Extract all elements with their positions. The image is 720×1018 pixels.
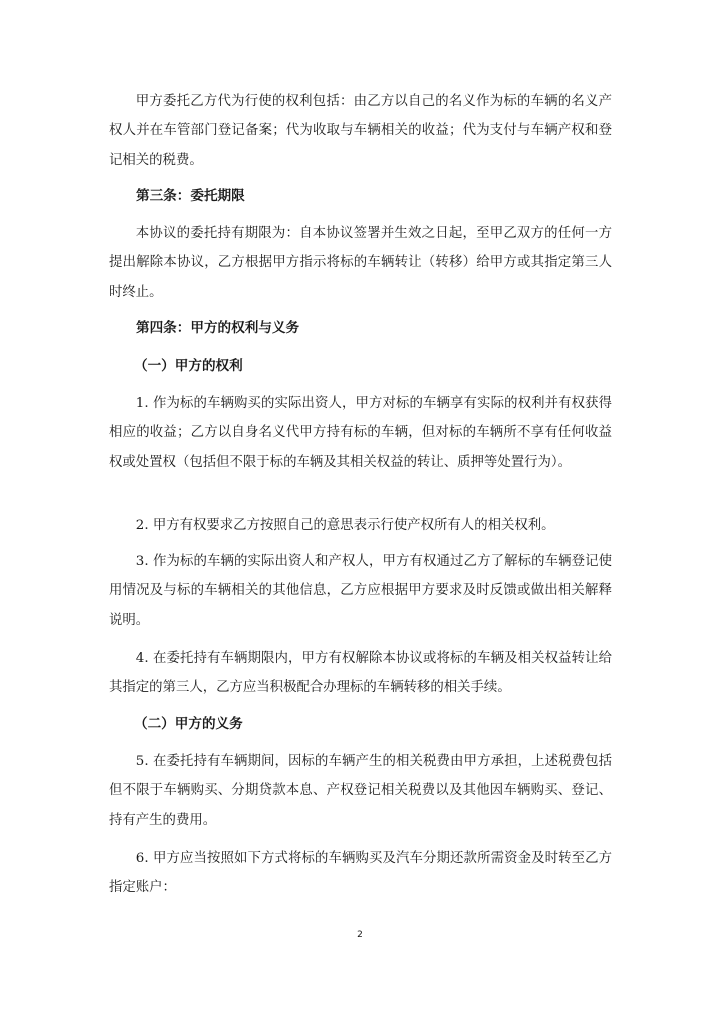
page-number: 2 <box>357 930 363 940</box>
section-duties-heading: （二）甲方的义务 <box>134 716 243 732</box>
list-item-4: 4. 在委托持有车辆期限内，甲方有权解除本协议或将标的车辆及相关权益转让给其指定的第三人，乙方应当积极配合办理标的车辆转移的相关手续。 <box>109 651 612 696</box>
list-item-6: 6. 甲方应当按照如下方式将标的车辆购买及汽车分期还款所需资金及时转至乙方指定账户： <box>109 851 612 896</box>
section-rights-heading: （一）甲方的权利 <box>134 358 243 374</box>
article-3-heading: 第三条：委托期限 <box>136 188 245 204</box>
list-item-3: 3. 作为标的车辆的实际出资人和产权人，甲方有权通过乙方了解标的车辆登记使用情况及与标的车辆相关的其他信息，乙方应根据甲方要求及时反馈或做出相关解释说明。 <box>109 554 612 628</box>
article-4-heading: 第四条：甲方的权利与义务 <box>136 320 300 336</box>
paragraph-term: 本协议的委托持有期限为：自本协议签署并生效之日起，至甲乙双方的任何一方提出解除本协议，乙方根据甲方指示将标的车辆转让（转移）给甲方或其指定第三人时终止。 <box>109 226 612 300</box>
list-item-5: 5. 在委托持有车辆期间，因标的车辆产生的相关税费由甲方承担，上述税费包括但不限于车辆购买、分期贷款本息、产权登记相关税费以及其他因车辆购买、登记、持有产生的费用。 <box>109 754 612 828</box>
list-item-2: 2. 甲方有权要求乙方按照自己的意思表示行使产权所有人的相关权利。 <box>135 518 555 533</box>
list-item-1: 1. 作为标的车辆购买的实际出资人，甲方对标的车辆享有实际的权利并有权获得相应的收益；乙方以自身名义代甲方持有标的车辆，但对标的车辆所不享有任何收益权或处置权（包括但不限于标的车辆及其相关权益的转让、质押等处置行为）。 <box>109 396 612 470</box>
paragraph-delegated-rights: 甲方委托乙方代为行使的权利包括：由乙方以自己的名义作为标的车辆的名义产权人并在车管部门登记备案；代为收取与车辆相关的收益；代为支付与车辆产权和登记相关的税费。 <box>109 94 612 168</box>
